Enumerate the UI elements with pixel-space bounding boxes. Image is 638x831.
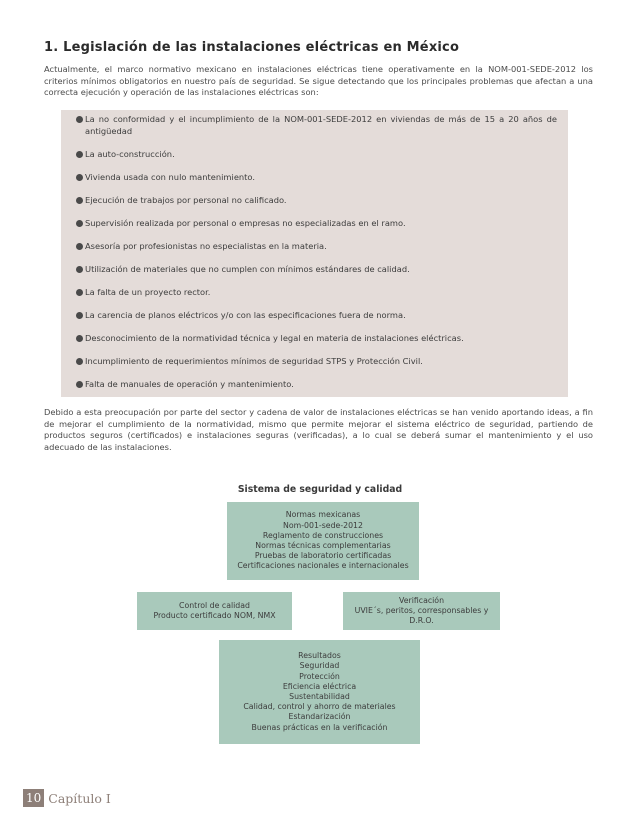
- node-line: Resultados: [298, 651, 341, 661]
- node-line: Protección: [299, 671, 340, 681]
- node-line: Sustentabilidad: [289, 692, 350, 701]
- chapter-label: Capítulo I: [48, 790, 111, 806]
- bullet-icon: [76, 220, 83, 227]
- node-line: Calidad, control y ahorro de materiales: [243, 702, 396, 712]
- node-line: Estandarización: [288, 712, 351, 722]
- list-item: [81, 172, 557, 184]
- list-item: [81, 356, 557, 368]
- node-line: D.R.O.: [409, 616, 434, 626]
- node-line: Pruebas de laboratorio certificadas: [254, 551, 392, 561]
- page-footer: [23, 789, 111, 807]
- node-line: Buenas prácticas en la verificación: [251, 722, 388, 732]
- list-item: [81, 218, 557, 230]
- list-item-text: Ejecución de trabajos por personal no calificado.: [85, 195, 287, 205]
- node-line: Nom-001-sede-2012: [283, 520, 363, 530]
- list-item-text: Desconocimiento de la normatividad técnica y legal en materia de instalaciones eléctricas.: [85, 333, 464, 343]
- bullet-icon: [76, 151, 83, 158]
- bullet-icon: [76, 197, 83, 204]
- diagram-node-normas: [227, 502, 419, 580]
- list-item: [81, 333, 557, 345]
- diagram-title: Sistema de seguridad y calidad: [237, 484, 403, 495]
- list-item-text: La falta de un proyecto rector.: [85, 287, 211, 297]
- list-item: [81, 287, 557, 299]
- bullet-icon: [76, 174, 83, 181]
- node-line: Producto certificado NOM, NMX: [153, 611, 276, 620]
- bullet-icon: [76, 266, 83, 273]
- closing-paragraph: Debido a esta preocupación por parte del sector y cadena de valor de instalaciones eléctricas se han venido aportando ideas, a fin de mejorar el cumplimiento de la normatividad, mismo que permite mejorar el sistema eléctrico de seguridad, partiendo de productos seguros (certificados) e instalaciones seguras (verificadas), a lo cual se deberá sumar el mantenimiento y el uso adecuado de las instalaciones.: [44, 407, 593, 452]
- diagram-node-verificacion: [343, 592, 500, 630]
- problems-box: [61, 110, 568, 397]
- list-item: [81, 310, 557, 322]
- list-item-text: Asesoría por profesionistas no especialistas en la materia.: [85, 241, 327, 251]
- bullet-icon: [76, 116, 83, 123]
- section-title: 1. Legislación de las instalaciones eléctricas en México: [44, 40, 460, 55]
- diagram-node-control-calidad: [137, 592, 292, 630]
- bullet-icon: [76, 381, 83, 388]
- list-item: [81, 195, 557, 207]
- node-line: Normas mexicanas: [285, 510, 361, 520]
- list-item-text: La carencia de planos eléctricos y/o con las especificaciones fuera de norma.: [85, 310, 406, 320]
- list-item-text: Utilización de materiales que no cumplen con mínimos estándares de calidad.: [85, 264, 410, 274]
- node-line: Seguridad: [299, 661, 340, 671]
- page-number: 10: [23, 789, 44, 807]
- list-item-text: Supervisión realizada por personal o empresas no especializadas en el ramo.: [85, 218, 406, 228]
- list-item-text: La no conformidad y el incumplimiento de la NOM-001-SEDE-2012 en viviendas de más de 15 a 20 años de antigüedad: [85, 114, 557, 136]
- list-item-text: Incumplimiento de requerimientos mínimos de seguridad STPS y Protección Civil.: [85, 356, 423, 366]
- node-line: Control de calidad: [179, 600, 250, 610]
- bullet-icon: [76, 335, 83, 342]
- list-item: [81, 379, 557, 391]
- node-line: Certificaciones nacionales e internacionales: [237, 561, 409, 571]
- bullet-icon: [76, 312, 83, 319]
- list-item-text: Vivienda usada con nulo mantenimiento.: [85, 172, 256, 182]
- intro-paragraph: Actualmente, el marco normativo mexicano en instalaciones eléctricas tiene operativamente en la NOM-001-SEDE-2012 los criterios mínimos obligatorios en nuestro país de seguridad. Se sigue detectando que los principales problemas que afectan a una correcta ejecución y operación de las instalaciones eléctricas son:: [44, 64, 593, 98]
- list-item: [81, 264, 557, 276]
- list-item: [81, 114, 557, 137]
- node-line: UVIE´s, peritos, corresponsables y: [354, 605, 489, 615]
- list-item: [81, 149, 557, 161]
- list-item: [81, 241, 557, 253]
- node-line: Reglamento de construcciones: [262, 530, 384, 540]
- bullet-icon: [76, 289, 83, 296]
- node-line: Verificación: [398, 595, 445, 605]
- node-line: Normas técnicas complementarias: [255, 541, 391, 550]
- bullet-icon: [76, 358, 83, 365]
- list-item-text: La auto-construcción.: [85, 149, 175, 159]
- node-line: Eficiencia eléctrica: [282, 681, 357, 691]
- list-item-text: Falta de manuales de operación y mantenimiento.: [85, 379, 294, 389]
- bullet-icon: [76, 243, 83, 250]
- diagram-node-resultados: [219, 640, 420, 744]
